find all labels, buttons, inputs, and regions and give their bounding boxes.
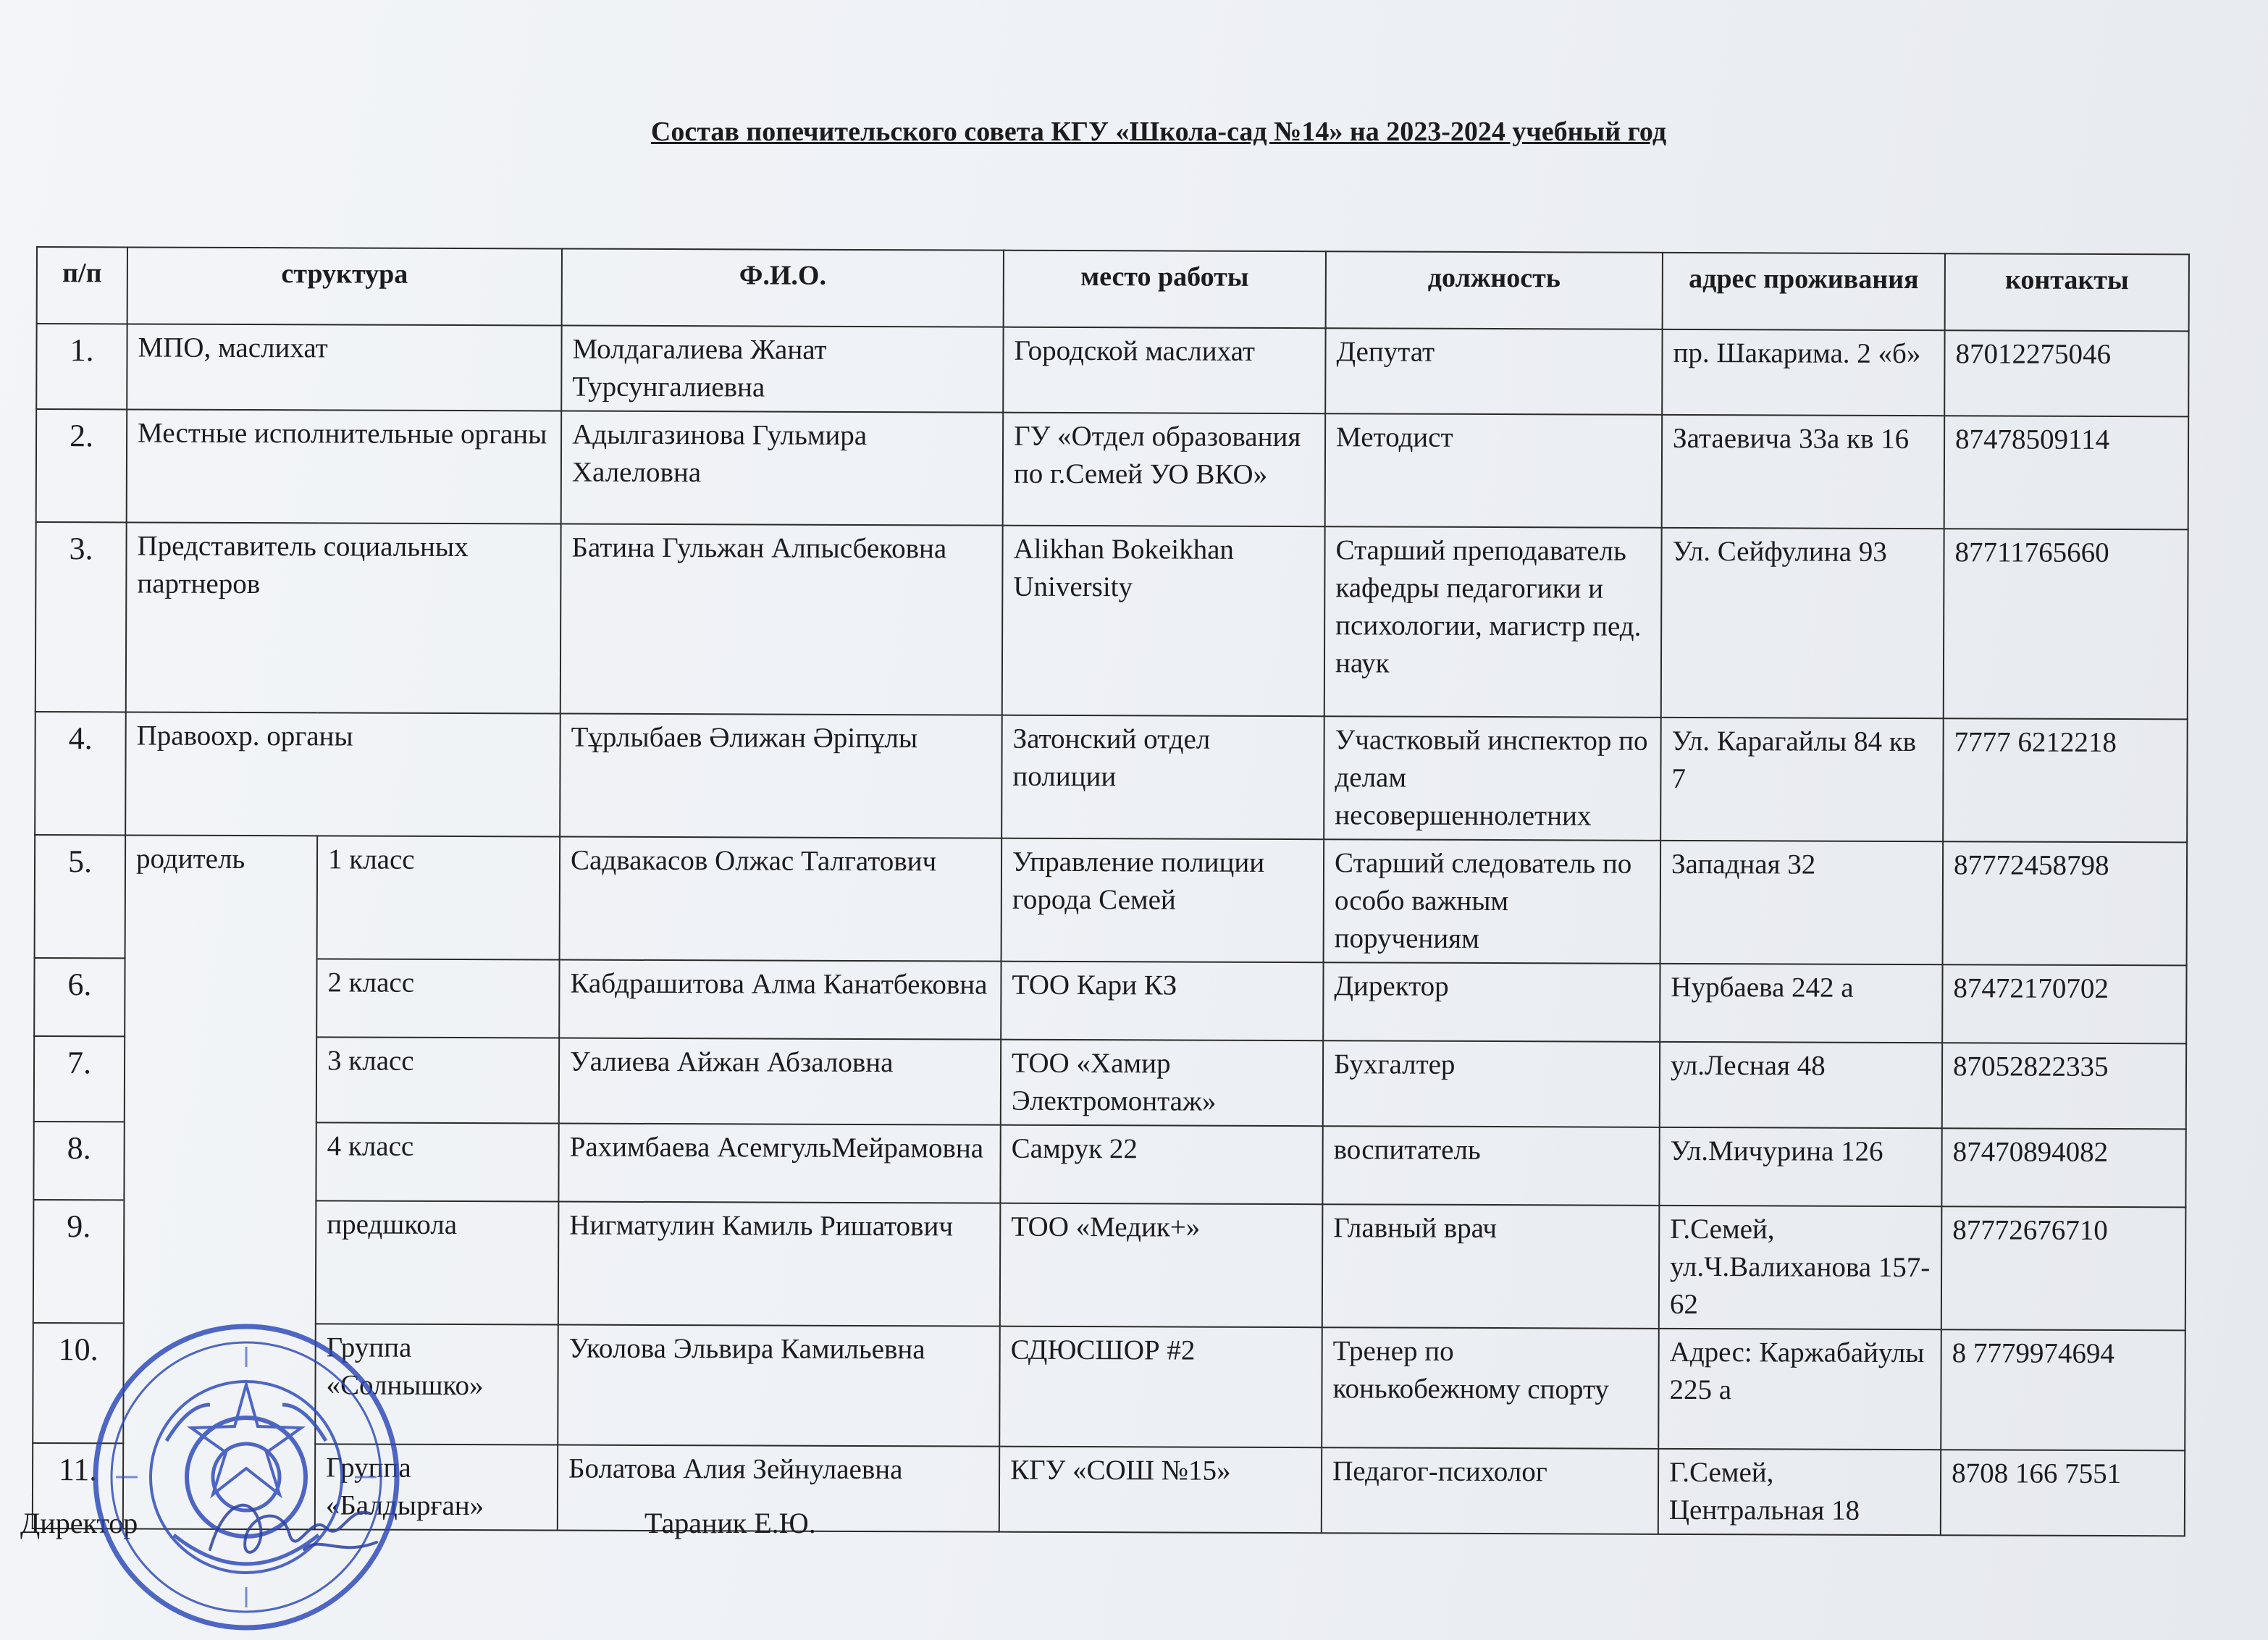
group-cell: 2 класс xyxy=(316,959,559,1038)
fio-cell: Уалиева Айжан Абзаловна xyxy=(559,1038,1001,1125)
work-cell: Alikhan Bokeikhan University xyxy=(1002,526,1325,717)
contact-cell: 87470894082 xyxy=(1941,1128,2185,1207)
row-number: 2. xyxy=(36,409,127,522)
row-number: 10. xyxy=(33,1323,124,1443)
address-cell: пр. Шакарима. 2 «б» xyxy=(1662,329,1944,416)
position-cell: Тренер по конькобежному спорту xyxy=(1322,1327,1659,1449)
table-row xyxy=(35,712,2188,842)
work-cell: Городской маслихат xyxy=(1003,327,1325,414)
row-number: 11. xyxy=(33,1443,123,1528)
structure-cell: Правоохр. органы xyxy=(125,712,560,836)
work-cell: Затонский отдел полиции xyxy=(1001,715,1324,840)
official-stamp-seal xyxy=(87,1318,406,1636)
group-cell: 4 класс xyxy=(316,1122,558,1201)
position-cell: Участковый инспектор по делам несовершеннолетних xyxy=(1324,716,1661,841)
address-cell: Ул. Карагайлы 84 кв 7 xyxy=(1660,718,1944,841)
row-number: 3. xyxy=(35,522,127,712)
position-cell: Депутат xyxy=(1325,328,1662,415)
table-row xyxy=(36,409,2189,529)
structure-cell: МПО, маслихат xyxy=(127,324,561,411)
position-cell: Старший следователь по особо важным поручениям xyxy=(1324,839,1661,964)
fio-cell: Нигматулин Камиль Ришатович xyxy=(558,1202,1001,1326)
parent-structure-cell: родитель xyxy=(123,835,317,1529)
address-cell: Адрес: Каржабайулы 225 а xyxy=(1658,1329,1941,1450)
position-cell: Старший преподаватель кафедры педагогики и психологии, магистр пед. наук xyxy=(1324,526,1662,718)
contact-cell: 8708 166 7551 xyxy=(1941,1450,2185,1536)
position-cell: Бухгалтер xyxy=(1323,1040,1660,1127)
table-row xyxy=(34,1036,2186,1129)
work-cell: ГУ «Отдел образования по г.Семей УО ВКО» xyxy=(1003,413,1326,527)
group-cell: 1 класс xyxy=(317,836,560,959)
structure-cell: Представитель социальных партнеров xyxy=(126,522,561,713)
row-number: 9. xyxy=(33,1200,125,1323)
work-cell: СДЮСШОР #2 xyxy=(999,1326,1322,1448)
fio-cell: Кабдрашитова Алма Канатбековна xyxy=(559,960,1001,1040)
table-header-row xyxy=(37,247,2189,331)
fio-cell: Батина Гульжан Алпысбековна xyxy=(560,524,1003,715)
group-cell: Группа «Балдырған» xyxy=(315,1444,558,1530)
fio-cell: Уколова Эльвира Камильевна xyxy=(558,1325,1000,1447)
fio-cell: Рахимбаева АсемгульМейрамовна xyxy=(558,1124,1000,1203)
group-cell: 3 класс xyxy=(316,1037,559,1123)
work-cell: ТОО Кари КЗ xyxy=(1001,962,1323,1041)
address-cell: Западная 32 xyxy=(1660,841,1944,964)
position-cell: воспитатель xyxy=(1322,1126,1659,1206)
fio-cell: Адылгазинова Гульмира Халеловна xyxy=(561,411,1004,526)
contact-cell: 87478509114 xyxy=(1944,416,2189,529)
table-row xyxy=(35,522,2188,719)
director-name: Тараник Е.Ю. xyxy=(644,1507,816,1539)
row-number: 8. xyxy=(33,1122,124,1200)
table-row xyxy=(36,324,2188,416)
header-fio: Ф.И.О. xyxy=(562,249,1004,327)
address-cell: Ул.Мичурина 126 xyxy=(1659,1127,1941,1206)
contact-cell: 7777 6212218 xyxy=(1943,718,2188,842)
position-cell: Директор xyxy=(1323,962,1660,1042)
address-cell: Г.Семей, Центральная 18 xyxy=(1658,1449,1941,1535)
table-row xyxy=(35,835,2188,965)
address-cell: Ул. Сейфулина 93 xyxy=(1661,528,1944,718)
header-position: должность xyxy=(1326,251,1663,329)
contact-cell: 87052822335 xyxy=(1942,1043,2186,1129)
address-cell: Г.Семей, ул.Ч.Валиханова 157-62 xyxy=(1659,1206,1942,1329)
group-cell: предшкола xyxy=(316,1200,559,1324)
position-cell: Методист xyxy=(1325,413,1663,528)
contact-cell: 8 7779974694 xyxy=(1941,1329,2185,1450)
contact-cell: 87711765660 xyxy=(1944,529,2188,719)
fio-cell: Молдагалиева Жанат Турсунгалиевна xyxy=(561,326,1003,413)
table-row xyxy=(34,958,2186,1043)
document-title: Состав попечительского совета КГУ «Школа-сад №14» на 2023-2024 учебный год xyxy=(650,117,1667,147)
contact-cell: 87772458798 xyxy=(1943,841,2188,965)
group-cell: Группа «Солнышко» xyxy=(315,1324,558,1445)
director-label: Директор xyxy=(20,1507,138,1539)
fio-cell: Болатова Алия Зейнулаевна xyxy=(558,1445,999,1532)
address-cell: Нурбаева 242 а xyxy=(1660,964,1942,1043)
table-row xyxy=(33,1200,2186,1330)
contact-cell: 87012275046 xyxy=(1944,330,2188,416)
row-number: 4. xyxy=(35,712,126,835)
contact-cell: 87472170702 xyxy=(1942,964,2186,1043)
fio-cell: Тұрлыбаев Әлижан Әріпұлы xyxy=(560,714,1002,838)
address-cell: Затаевича 33а кв 16 xyxy=(1662,415,1945,529)
work-cell: Управление полиции города Семей xyxy=(1001,838,1324,963)
structure-cell: Местные исполнительные органы xyxy=(127,409,562,523)
row-number: 7. xyxy=(34,1036,125,1122)
work-cell: ТОО «Медик+» xyxy=(1000,1203,1323,1328)
fio-cell: Садвакасов Олжас Талгатович xyxy=(560,837,1002,962)
header-contacts: контакты xyxy=(1945,253,2189,331)
header-address: адрес проживания xyxy=(1663,253,1945,330)
position-cell: Педагог-психолог xyxy=(1322,1447,1658,1534)
position-cell: Главный врач xyxy=(1322,1204,1660,1329)
table-row xyxy=(33,1122,2185,1207)
contact-cell: 87772676710 xyxy=(1941,1206,2186,1330)
header-work: место работы xyxy=(1004,251,1326,329)
director-signature xyxy=(196,1484,391,1578)
address-cell: ул.Лесная 48 xyxy=(1660,1042,1942,1128)
row-number: 1. xyxy=(36,324,127,409)
row-number: 5. xyxy=(35,835,126,958)
work-cell: Самрук 22 xyxy=(1000,1125,1322,1205)
work-cell: КГУ «СОШ №15» xyxy=(999,1447,1322,1534)
work-cell: ТОО «Хамир Электромонтаж» xyxy=(1001,1040,1323,1127)
header-num: п/п xyxy=(37,247,127,324)
row-number: 6. xyxy=(34,958,125,1036)
header-structure: структура xyxy=(127,247,562,325)
